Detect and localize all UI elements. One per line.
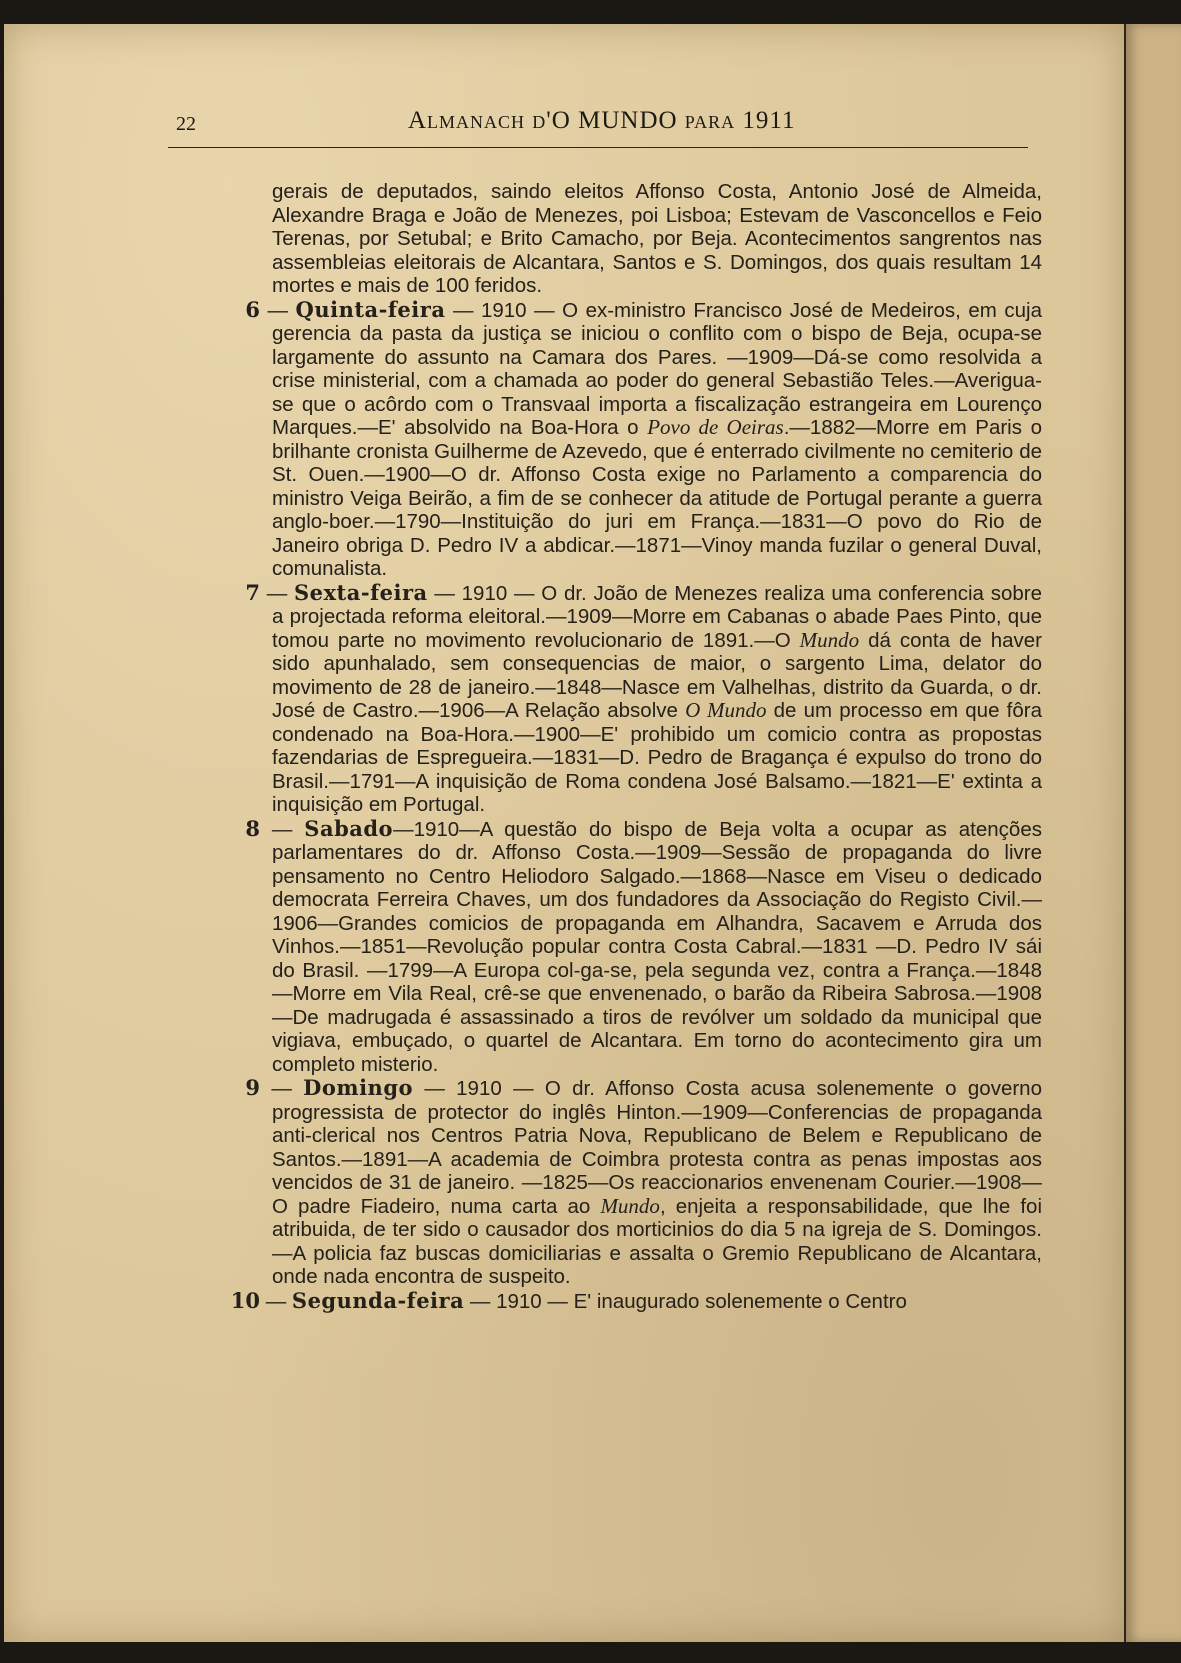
day-number: 6 bbox=[245, 296, 260, 322]
next-page-edge bbox=[1124, 24, 1181, 1642]
entry-text: —1910—A questão do bispo de Beja volta a ocupar as atenções parlamentares do dr. Affonso Costa.—1909—Sessão de propaganda do livre pensamento no Centro Heliodoro Salgado.—1868—Nasce em Viseu o dedicado democrata Ferreira Chaves, um dos fundadores da Associação do Registo Civil.—1906—Grandes comicios de propaganda em Alhandra, Sacavem e Arruda dos Vinhos.—1851—Revolução popular contra Costa Cabral.—1831 —D. Pedro IV sái do Brasil. —1799—A Europa col-ga-se, pela segunda vez, contra a França.—1848—Morre em Vila Real, crê-se que envenenado, o barão da Ribeira Sabrosa.—1908—De madrugada é assassinado a tiros de revólver um soldado da municipal que vigiava, embuçado, o quartel de Alcantara. Em torno do acontecimento gira um completo misterio. bbox=[272, 817, 1042, 1076]
page-number: 22 bbox=[176, 113, 196, 135]
italic-title: Povo de Oeiras bbox=[647, 415, 784, 439]
weekday-heading: Sabado bbox=[304, 815, 394, 841]
entry-text: — 1910 — O dr. Affonso Costa acusa solenemente o governo progressista de protector do inglês Hinton.—1909—Conferencias de propaganda anti-clerical nos Centros Patria Nova, Republicano de Belem e Republicano de Santos.—1891—A academia de Coimbra protesta contra as penas impostas aos vencidos de 31 de janeiro. —1825—Os reaccionarios envenenam Courier.—1908—O padre Fiadeiro, numa carta ao bbox=[272, 1077, 1042, 1218]
entry-text: .—1882—Morre em Paris o brilhante cronista Guilherme de Azevedo, que é enterrado civilmente no cemiterio de St. Ouen.—1900—O dr. Affonso Costa exige no Parlamento a comparencia do ministro Veiga Beirão, a fim de se conhecer da atitude de Portugal perante a guerra anglo-boer.—1790—Instituição do juri em França.—1831—O povo do Rio de Janeiro obriga D. Pedro IV a abdicar.—1871—Vinoy manda fuzilar o general Duval, comunalista. bbox=[272, 416, 1043, 580]
italic-title: Mundo bbox=[600, 1193, 660, 1218]
italic-title: Mundo bbox=[799, 627, 860, 652]
day-dash: — bbox=[260, 1077, 304, 1100]
day-number: 8 bbox=[245, 815, 260, 841]
day-number: 9 bbox=[245, 1075, 260, 1100]
day-entry-9 bbox=[192, 1076, 1042, 1289]
day-dash: — bbox=[260, 817, 305, 841]
weekday-heading: Quinta-feira bbox=[295, 296, 446, 322]
entry-text: , enjeita a responsabilidade, que lhe foi atribuida, de ter sido o causador dos morticinios do dia 5 na igreja de S. Domingos.—A policia faz buscas domiciliarias e assalta o Gremio Republicano de Alcantara, onde nada encontra de suspeito. bbox=[272, 1194, 1042, 1288]
page-body bbox=[192, 180, 1042, 1313]
day-entry-10 bbox=[192, 1289, 1042, 1314]
italic-title: O Mundo bbox=[685, 698, 767, 722]
day-dash: — bbox=[260, 298, 296, 322]
day-dash: — bbox=[260, 1289, 292, 1313]
entry-text: de um processo em que fôra condenado na Boa-Hora.—1900—E' prohibido um comicio contra as propostas fazendarias de Espregueira.—1831—D. Pedro de Bragança é expulso do trono do Brasil.—1791—A inquisição de Roma condena José Balsamo.—1821—E' extinta a inquisição em Portugal. bbox=[272, 699, 1042, 816]
day-entry-7 bbox=[192, 581, 1042, 817]
entry-text: — 1910 — O dr. João de Menezes realiza uma conferencia sobre a projectada reforma eleitoral.—1909—Morre em Cabanas o abade Paes Pinto, que tomou parte no movimento revolucionario de 1891.—O bbox=[272, 581, 1042, 652]
running-title: Almanach d'O MUNDO para 1911 bbox=[408, 107, 796, 134]
entry-text: — 1910 — E' inaugurado solenemente o Centro bbox=[464, 1289, 907, 1313]
day-entry-6 bbox=[192, 298, 1042, 581]
continued-paragraph: gerais de deputados, saindo eleitos Affonso Costa, Antonio José de Almeida, Alexandre Braga e João de Menezes, poi Lisboa; Estevam de Vasconcellos e Feio Terenas, por Setubal; e Brito Camacho, por Beja. Acontecimentos sangrentos nas assembleias eleitorais de Alcantara, Santos e S. Domingos, dos quais resultam 14 mortes e mais de 100 feridos. bbox=[272, 180, 1042, 297]
page-header bbox=[176, 107, 1026, 147]
day-number: 10 bbox=[230, 1287, 260, 1313]
weekday-heading: Domingo bbox=[303, 1075, 414, 1100]
weekday-heading: Sexta-feira bbox=[294, 579, 428, 605]
day-entry-8 bbox=[192, 817, 1042, 1077]
day-dash: — bbox=[260, 581, 295, 605]
entry-text: dá conta de haver sido apunhalado, sem consequencias de maior, o sargento Lima, delator do movimento de 28 de janeiro.—1848—Nasce em Valhelhas, distrito da Guarda, o dr. José de Castro.—1906—A Relação absolve bbox=[272, 628, 1042, 722]
day-number: 7 bbox=[245, 579, 260, 605]
entry-text: — 1910 — O ex-ministro Francisco José de Medeiros, em cuja gerencia da pasta da justiça se iniciou o conflito com o bispo de Beja, ocupa-se largamente do assunto na Camara dos Pares. —1909—Dá-se como resolvida a crise ministerial, com a chamada ao poder do general Sebastião Teles.—Averigua-se que o acôrdo com o Transvaal importa a fiscalização estrangeira em Lourenço Marques.—E' absolvido na Boa-Hora o bbox=[272, 298, 1042, 439]
weekday-heading: Segunda-feira bbox=[291, 1287, 465, 1313]
header-rule bbox=[168, 147, 1028, 148]
